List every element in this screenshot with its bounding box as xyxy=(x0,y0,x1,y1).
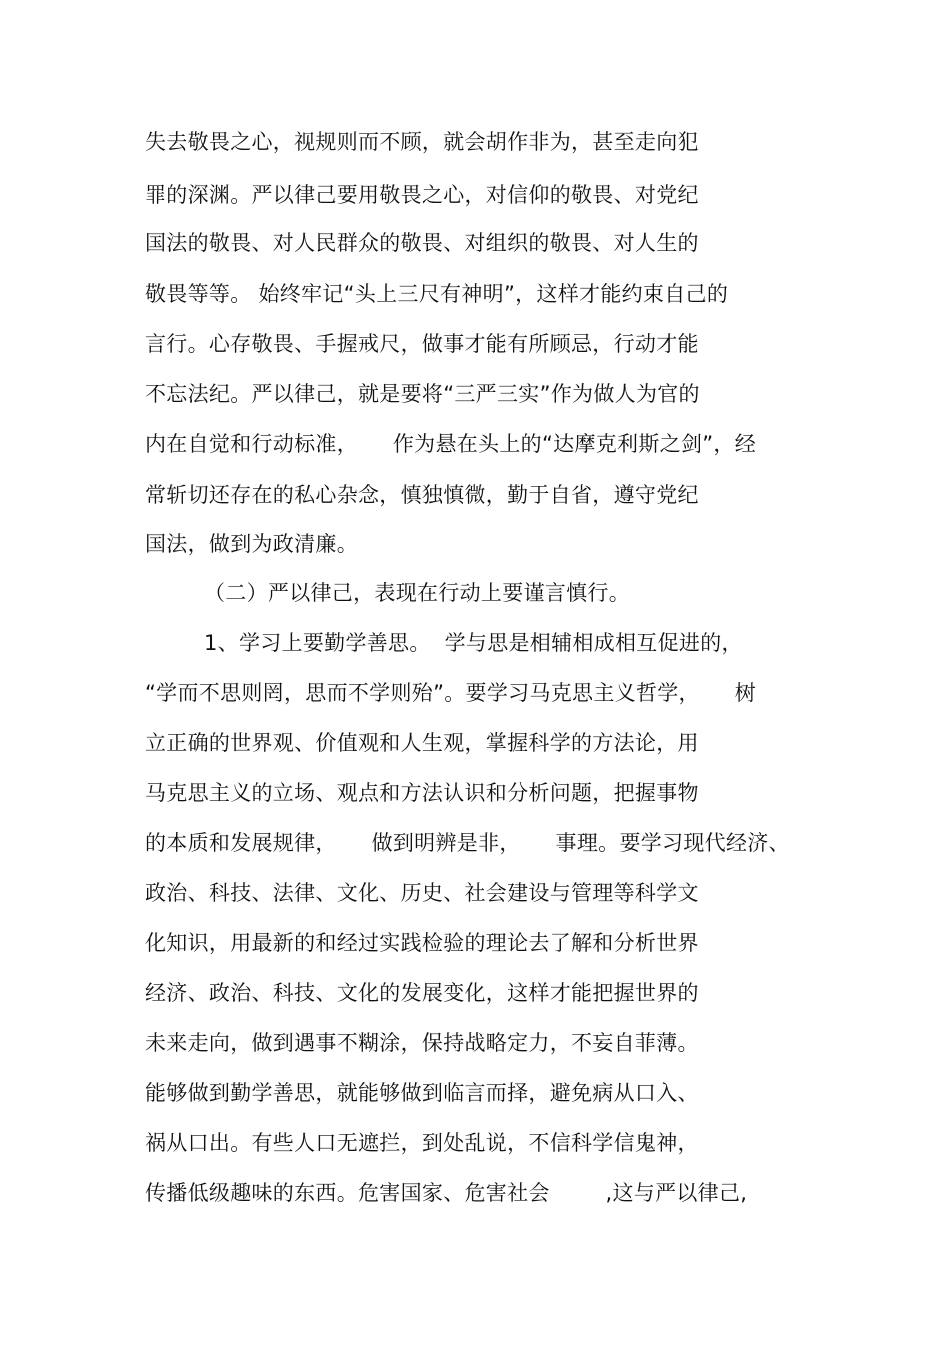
text-line: 常斩切还存在的私心杂念，慎独慎微，勤于自省，遵守党纪 xyxy=(145,483,699,507)
text-line: 内在自觉和行动标准， 作为悬在头上的“达摩克利斯之剑”，经 xyxy=(145,432,757,456)
text-line: 祸从口出。有些人口无遮拦，到处乱说，不信科学信鬼神， xyxy=(145,1131,699,1155)
text-line: 化知识，用最新的和经过实践检验的理论去了解和分析世界 xyxy=(145,931,699,955)
text-line: 敬畏等等。 始终牢记“头上三尺有神明”，这样才能约束自己的 xyxy=(145,282,729,306)
text-line: 国法，做到为政清廉。 xyxy=(145,532,358,556)
text-line: 的本质和发展规律， 做到明辨是非， 事理。要学习现代经济、 xyxy=(145,831,790,855)
section-heading: （二）严以律己，表现在行动上要谨言慎行。 xyxy=(204,581,630,605)
text-line: 马克思主义的立场、观点和方法认识和分析问题，把握事物 xyxy=(145,781,699,805)
text-line: 言行。心存敬畏、手握戒尺，做事才能有所顾忌，行动才能 xyxy=(145,332,699,356)
subsection-heading: 1、学习上要勤学善思。 学与思是相辅相成相互促进的， xyxy=(204,631,743,655)
text-line: 立正确的世界观、价值观和人生观，掌握科学的方法论，用 xyxy=(145,731,699,755)
text-line: 经济、政治、科技、文化的发展变化，这样才能把握世界的 xyxy=(145,981,699,1005)
text-line: 失去敬畏之心，视规则而不顾，就会胡作非为，甚至走向犯 xyxy=(145,130,699,154)
text-line: 国法的敬畏、对人民群众的敬畏、对组织的敬畏、对人生的 xyxy=(145,231,699,255)
text-line: 不忘法纪。严以律己，就是要将“三严三实”作为做人为官的 xyxy=(145,382,700,406)
text-line: 未来走向，做到遇事不糊涂，保持战略定力，不妄自菲薄。 xyxy=(145,1031,699,1055)
text-line: 罪的深渊。严以律己要用敬畏之心，对信仰的敬畏、对党纪 xyxy=(145,183,699,207)
text-line: “学而不思则罔，思而不学则殆”。要学习马克思主义哲学， 树 xyxy=(145,681,757,705)
text-line: 传播低级趣味的东西。危害国家、危害社会 ,这与严以律己, xyxy=(145,1181,748,1205)
text-line: 能够做到勤学善思，就能够做到临言而择，避免病从口入、 xyxy=(145,1081,699,1105)
text-line: 政治、科技、法律、文化、历史、社会建设与管理等科学文 xyxy=(145,881,699,905)
